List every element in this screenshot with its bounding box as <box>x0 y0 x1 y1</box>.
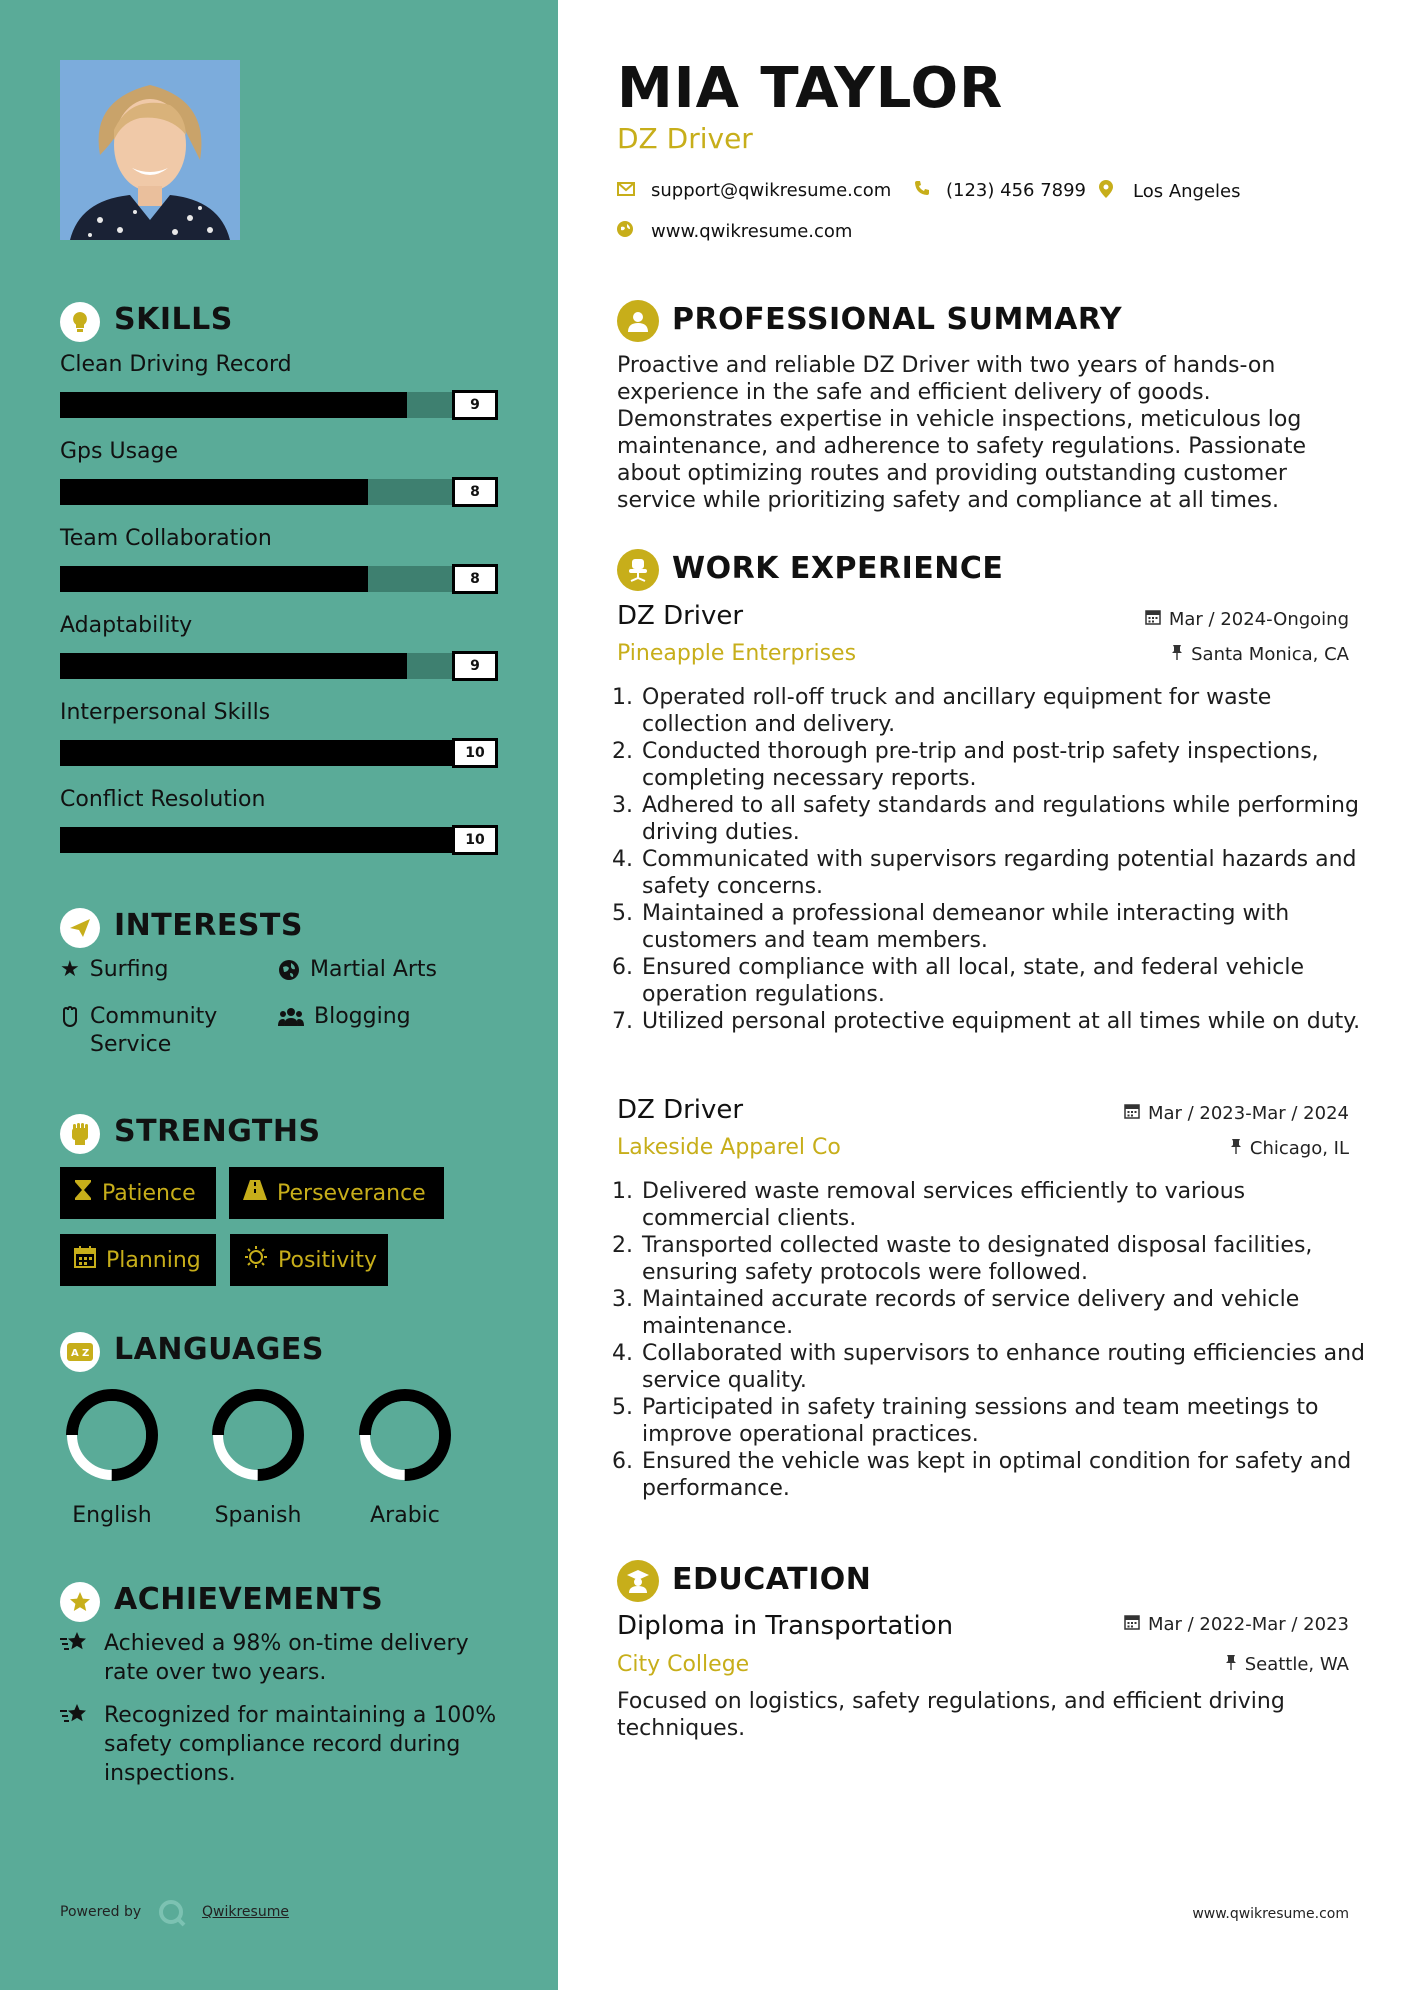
skill-bar <box>60 651 498 681</box>
language-label: Arabic <box>370 1503 440 1528</box>
duty-item: 4. Collaborated with supervisors to enhance routing efficiencies and service quality. <box>640 1340 1380 1394</box>
graduate-icon <box>617 1560 659 1602</box>
job-location: Santa Monica, CA <box>1171 644 1349 665</box>
skill-bar-fill <box>60 479 368 505</box>
star-icon: ★ <box>60 957 80 982</box>
skill-level-badge: 10 <box>452 738 498 768</box>
job-duties <box>608 684 1380 1035</box>
duty-item: 1. Delivered waste removal services efficiently to various commercial clients. <box>640 1178 1380 1232</box>
strength-chip: Positivity <box>230 1234 388 1286</box>
language-donut-inner <box>79 1402 145 1468</box>
lightbulb-icon <box>60 302 100 342</box>
skill-bar-fill <box>60 827 458 853</box>
education-school: City College <box>617 1652 750 1677</box>
interest-item: ★ Surfing <box>60 957 169 982</box>
languages-title: LANGUAGES <box>114 1332 324 1367</box>
job-title: DZ Driver <box>617 1095 744 1125</box>
candidate-name: MIA TAYLOR <box>617 56 1004 121</box>
job-title: DZ Driver <box>617 601 744 631</box>
skill-bar <box>60 738 498 768</box>
education-location: Seattle, WA <box>1225 1654 1349 1675</box>
sun-icon <box>244 1245 268 1275</box>
interests-title: INTERESTS <box>114 908 303 943</box>
qwikresume-link[interactable]: Qwikresume <box>202 1904 289 1920</box>
users-icon <box>278 1003 304 1036</box>
interest-item: Blogging <box>278 1003 498 1036</box>
skill-name: Interpersonal Skills <box>60 700 271 725</box>
language-label: English <box>72 1503 152 1528</box>
strength-chip: Perseverance <box>229 1167 444 1219</box>
language-donut-inner <box>372 1402 438 1468</box>
education-description: Focused on logistics, safety regulations, and efficient driving techniques. <box>617 1689 1285 1741</box>
job-company: Pineapple Enterprises <box>617 641 857 666</box>
pin-icon <box>1171 644 1183 665</box>
job-location: Chicago, IL <box>1230 1138 1349 1159</box>
fist-icon <box>60 1114 100 1154</box>
candidate-role: DZ Driver <box>617 122 753 155</box>
email-contact[interactable]: support@qwikresume.com <box>617 180 891 201</box>
skill-level-badge: 9 <box>452 390 498 420</box>
education-degree: Diploma in Transportation <box>617 1611 954 1641</box>
skills-title: SKILLS <box>114 302 233 337</box>
skill-bar-fill <box>60 653 407 679</box>
duty-item: 1. Operated roll-off truck and ancillary equipment for waste collection and delivery. <box>640 684 1380 738</box>
duty-item: 2. Conducted thorough pre-trip and post-trip safety inspections, completing necessary reports. <box>640 738 1380 792</box>
pin-icon <box>1230 1138 1242 1159</box>
medal-star-icon <box>60 1630 90 1660</box>
skill-bar-fill <box>60 566 368 592</box>
skill-level-badge: 8 <box>452 477 498 507</box>
language-donut-inner <box>225 1402 291 1468</box>
duty-item: 6. Ensured the vehicle was kept in optimal condition for safety and performance. <box>640 1448 1380 1502</box>
skill-name: Adaptability <box>60 613 193 638</box>
medal-star-icon <box>60 1702 90 1732</box>
svg-text:Z: Z <box>82 1348 90 1359</box>
language-donut-chart <box>358 1388 452 1482</box>
phone-contact[interactable]: (123) 456 7899 <box>914 180 1086 201</box>
language-donut-chart <box>65 1388 159 1482</box>
skill-name: Gps Usage <box>60 439 179 464</box>
road-icon <box>243 1180 267 1206</box>
skill-name: Team Collaboration <box>60 526 272 551</box>
duty-item: 5. Participated in safety training sessions and team meetings to improve operational practices. <box>640 1394 1380 1448</box>
duty-item: 7. Utilized personal protective equipment at all times while on duty. <box>640 1008 1380 1035</box>
skill-name: Conflict Resolution <box>60 787 266 812</box>
interest-item: Community Service <box>60 1003 260 1059</box>
strengths-title: STRENGTHS <box>114 1114 321 1149</box>
skill-level-badge: 8 <box>452 564 498 594</box>
phone-icon <box>914 180 930 201</box>
job-dates: Mar / 2023-Mar / 2024 <box>1124 1103 1349 1124</box>
envelope-icon <box>617 180 635 201</box>
duty-item: 3. Maintained accurate records of service delivery and vehicle maintenance. <box>640 1286 1380 1340</box>
job-duties <box>608 1178 1380 1502</box>
duty-item: 3. Adhered to all safety standards and regulations while performing driving duties. <box>640 792 1380 846</box>
strength-chip: Planning <box>60 1234 216 1286</box>
education-dates: Mar / 2022-Mar / 2023 <box>1124 1614 1349 1635</box>
language-donut <box>358 1388 452 1482</box>
duty-item: 5. Maintained a professional demeanor while interacting with customers and team members. <box>640 900 1380 954</box>
job-company: Lakeside Apparel Co <box>617 1135 841 1160</box>
interest-item: Martial Arts <box>278 956 498 989</box>
translate-icon <box>60 1332 100 1372</box>
profile-photo <box>60 60 240 240</box>
skill-level-badge: 10 <box>452 825 498 855</box>
language-label: Spanish <box>214 1503 302 1528</box>
globe-icon <box>278 956 300 989</box>
calendar-icon <box>1145 609 1161 630</box>
duty-item: 6. Ensured compliance with all local, state, and federal vehicle operation regulations. <box>640 954 1380 1008</box>
skill-level-badge: 9 <box>452 651 498 681</box>
job-dates: Mar / 2024-Ongoing <box>1145 609 1349 630</box>
strength-chip: Patience <box>60 1167 216 1219</box>
calendar-icon <box>1124 1103 1140 1124</box>
achievement-item: Achieved a 98% on-time delivery rate over two years. <box>104 1631 469 1685</box>
calendar-icon <box>74 1246 96 1274</box>
language-donut <box>211 1388 305 1482</box>
paper-plane-icon <box>60 908 100 948</box>
achievements-title: ACHIEVEMENTS <box>114 1582 384 1617</box>
map-pin-icon <box>1099 180 1113 203</box>
svg-text:A: A <box>71 1348 79 1359</box>
user-icon <box>617 300 659 342</box>
skill-name: Clean Driving Record <box>60 352 292 377</box>
duty-item: 4. Communicated with supervisors regarding potential hazards and safety concerns. <box>640 846 1380 900</box>
website-contact[interactable]: www.qwikresume.com <box>617 221 852 242</box>
hand-icon <box>60 1003 80 1036</box>
experience-title: WORK EXPERIENCE <box>672 551 1004 586</box>
language-donut <box>65 1388 159 1482</box>
trophy-star-icon <box>60 1582 100 1622</box>
duty-item: 2. Transported collected waste to designated disposal facilities, ensuring safety protocols were followed. <box>640 1232 1380 1286</box>
skill-bar-fill <box>60 740 458 766</box>
skill-bar <box>60 825 498 855</box>
skill-bar <box>60 390 498 420</box>
achievement-item: Recognized for maintaining a 100% safety compliance record during inspections. <box>104 1703 497 1786</box>
skill-bar <box>60 477 498 507</box>
globe-icon <box>617 221 633 242</box>
powered-by-label: Powered by <box>60 1904 142 1920</box>
summary-text: Proactive and reliable DZ Driver with two years of hands-on experience in the safe and efficient delivery of goods. Demonstrates expertise in vehicle inspections, meticulous log maintenance, and adherence to safety regulations. Passionate about optimizing routes and providing outstanding customer service while prioritizing safety and compliance at all times. <box>617 353 1307 513</box>
skill-bar <box>60 564 498 594</box>
language-donut-chart <box>211 1388 305 1482</box>
education-title: EDUCATION <box>672 1562 872 1597</box>
summary-title: PROFESSIONAL SUMMARY <box>672 302 1123 337</box>
footer-website: www.qwikresume.com <box>1192 1906 1349 1922</box>
sidebar <box>0 0 558 1990</box>
office-chair-icon <box>617 549 659 591</box>
qwikresume-logo-icon <box>157 1898 187 1932</box>
pin-icon <box>1225 1654 1237 1675</box>
skill-bar-fill <box>60 392 407 418</box>
calendar-icon <box>1124 1614 1140 1635</box>
location-contact: Los Angeles <box>1099 180 1241 203</box>
hourglass-icon <box>74 1179 92 1207</box>
